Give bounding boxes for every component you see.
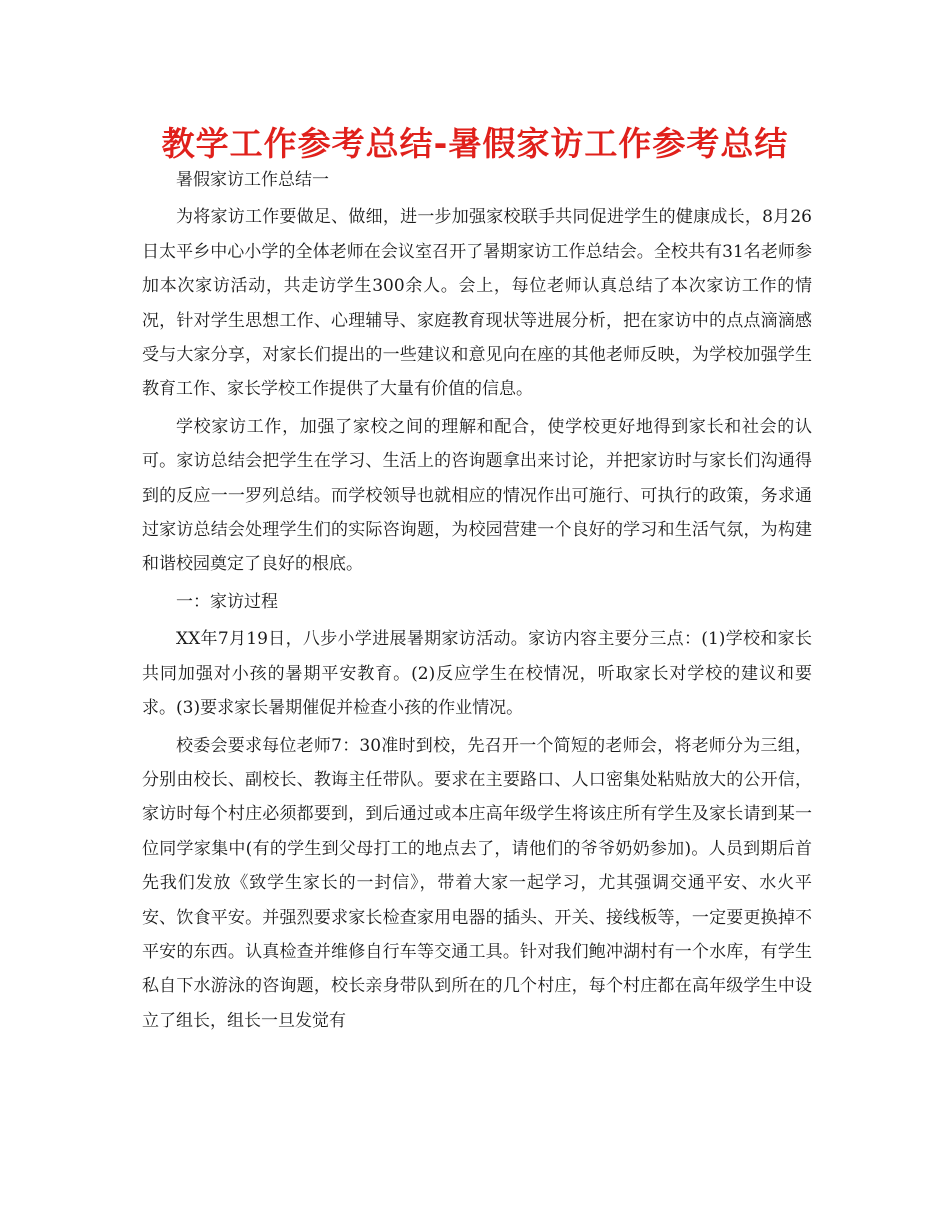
paragraph-subheading: 一：家访过程 (176, 591, 278, 612)
paragraph: 为将家访工作要做足、做细，进一步加强家校联手共同促进学生的健康成长，8月26日太平乡中心小学的全体老师在会议室召开了暑期家访工作总结会。全校共有31名老师参加本次家访活动，共走访学生300余人。会上，每位老师认真总结了本次家访工作的情况，针对学生思想工作、心理辅导、家庭教育现状等进展分析，把在家访中的点点滴滴感受与大家分享，对家长们提出的一些建议和意见向在座的其他老师反映，为学校加强学生教育工作、家长学校工作提供了大量有价值的信息。 (142, 207, 812, 400)
document-body (142, 163, 812, 1041)
paragraph: XX年7月19日，八步小学进展暑期家访活动。家访内容主要分三点：(1)学校和家长共同加强对小孩的暑期平安教育。(2)反应学生在校情况，听取家长对学校的建议和要求。(3)要求家长暑期催促并检查小孩的作业情况。 (142, 629, 812, 719)
paragraph-section-heading: 暑假家访工作总结一 (176, 170, 329, 190)
paragraph: 学校家访工作，加强了家校之间的理解和配合，使学校更好地得到家长和社会的认可。家访总结会把学生在学习、生活上的咨询题拿出来讨论，并把家访时与家长们沟通得到的反应一一罗列总结。而学校领导也就相应的情况作出可施行、可执行的政策，务求通过家访总结会处理学生们的实际咨询题，为校园营建一个良好的学习和生活气氛，为构建和谐校园奠定了良好的根底。 (142, 416, 812, 575)
paragraph: 校委会要求每位老师7：30准时到校，先召开一个简短的老师会，将老师分为三组，分别由校长、副校长、教诲主任带队。要求在主要路口、人口密集处粘贴放大的公开信，家访时每个村庄必须都要到，到后通过或本庄高年级学生将该庄所有学生及家长请到某一位同学家集中(有的学生到父母打工的地点去了，请他们的爷爷奶奶参加)。人员到期后首先我们发放《致学生家长的一封信》，带着大家一起学习，尤其强调交通平安、水火平安、饮食平安。并强烈要求家长检查家用电器的插头、开关、接线板等，一定要更换掉不平安的东西。认真检查并维修自行车等交通工具。针对我们鲍冲湖村有一个水库，有学生私自下水游泳的咨询题，校长亲身带队到所在的几个村庄，每个村庄都在高年级学生中设立了组长，组长一旦发觉有 (142, 735, 812, 1031)
document-title: 教学工作参考总结-暑假家访工作参考总结 (161, 124, 789, 163)
